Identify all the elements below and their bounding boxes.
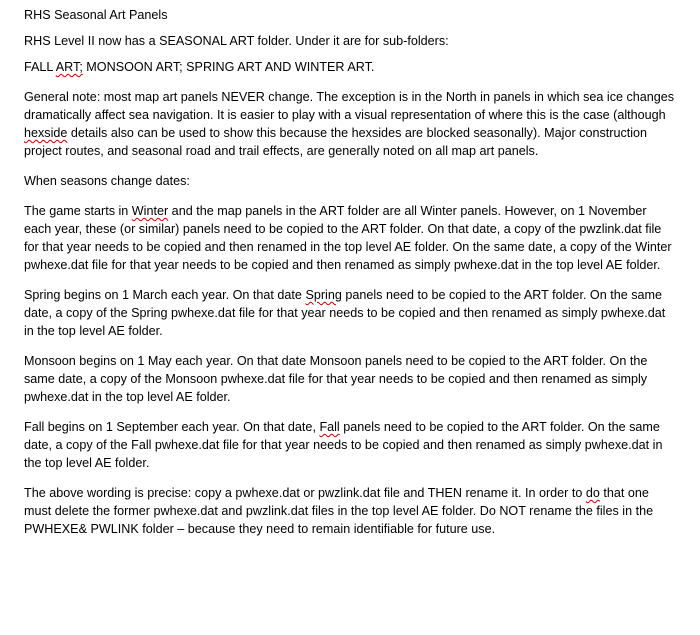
paragraph-wording-note: The above wording is precise: copy a pwhexe.dat or pwzlink.dat file and THEN rename it. In order to do that one must delete the former pwhexe.dat and pwzlink.dat files in the top level AE folder. Do NOT rename the files in the PWHEXE& PWLINK folder – because they need to remain identifiable for future use.: [24, 486, 654, 536]
spellcheck-mark: hexside: [24, 126, 68, 140]
paragraph-level-folder: RHS Level II now has a SEASONAL ART folder. Under it are for sub-folders:: [24, 34, 449, 48]
spellcheck-mark: Winter: [131, 204, 169, 218]
spellcheck-mark: Fall: [319, 420, 340, 434]
paragraph-general-note: General note: most map art panels NEVER change. The exception is in the North in panels in which sea ice changes dramatically affect sea navigation. It is easier to play with a visual representation of where this is the case (although hexside details also can be used to show this because the hexsides are blocked seasonally). Major construction project routes, and seasonal road and trail effects, are generally noted on all map art panels.: [24, 90, 675, 158]
paragraph-spring: Spring begins on 1 March each year. On that date Spring panels need to be copied to the ART folder. On the same date, a copy of the Spring pwhexe.dat file for that year needs to be copied and then renamed as simply pwhexe.dat in the top level AE folder.: [24, 288, 666, 338]
spellcheck-mark: Spring: [305, 288, 342, 302]
spellcheck-mark: ART;: [55, 60, 83, 74]
paragraph-subfolders: FALL ART; MONSOON ART; SPRING ART AND WINTER ART.: [24, 60, 375, 74]
paragraph-monsoon: Monsoon begins on 1 May each year. On that date Monsoon panels need to be copied to the ART folder. On the same date, a copy of the Monsoon pwhexe.dat file for that year needs to be copied and then renamed as simply pwhexe.dat in the top level AE folder.: [24, 354, 648, 404]
paragraph-winter: The game starts in Winter and the map panels in the ART folder are all Winter panels. However, on 1 November each year, these (or similar) panels need to be copied to the ART folder. On that date, a copy of the pwzlink.dat file for that year needs to be copied and then renamed in the top level AE folder. On the same date, a copy of the Winter pwhexe.dat file for that year needs to be copied and then renamed as simply pwhexe.dat in the top level AE folder.: [24, 204, 672, 272]
spellcheck-mark: do: [585, 486, 600, 500]
paragraph-fall: Fall begins on 1 September each year. On that date, Fall panels need to be copied to the ART folder. On the same date, a copy of the Fall pwhexe.dat file for that year needs to be copied and then renamed as simply pwhexe.dat in the top level AE folder.: [24, 420, 663, 470]
paragraph-when-seasons: When seasons change dates:: [24, 174, 190, 188]
document-title: RHS Seasonal Art Panels: [24, 8, 168, 22]
